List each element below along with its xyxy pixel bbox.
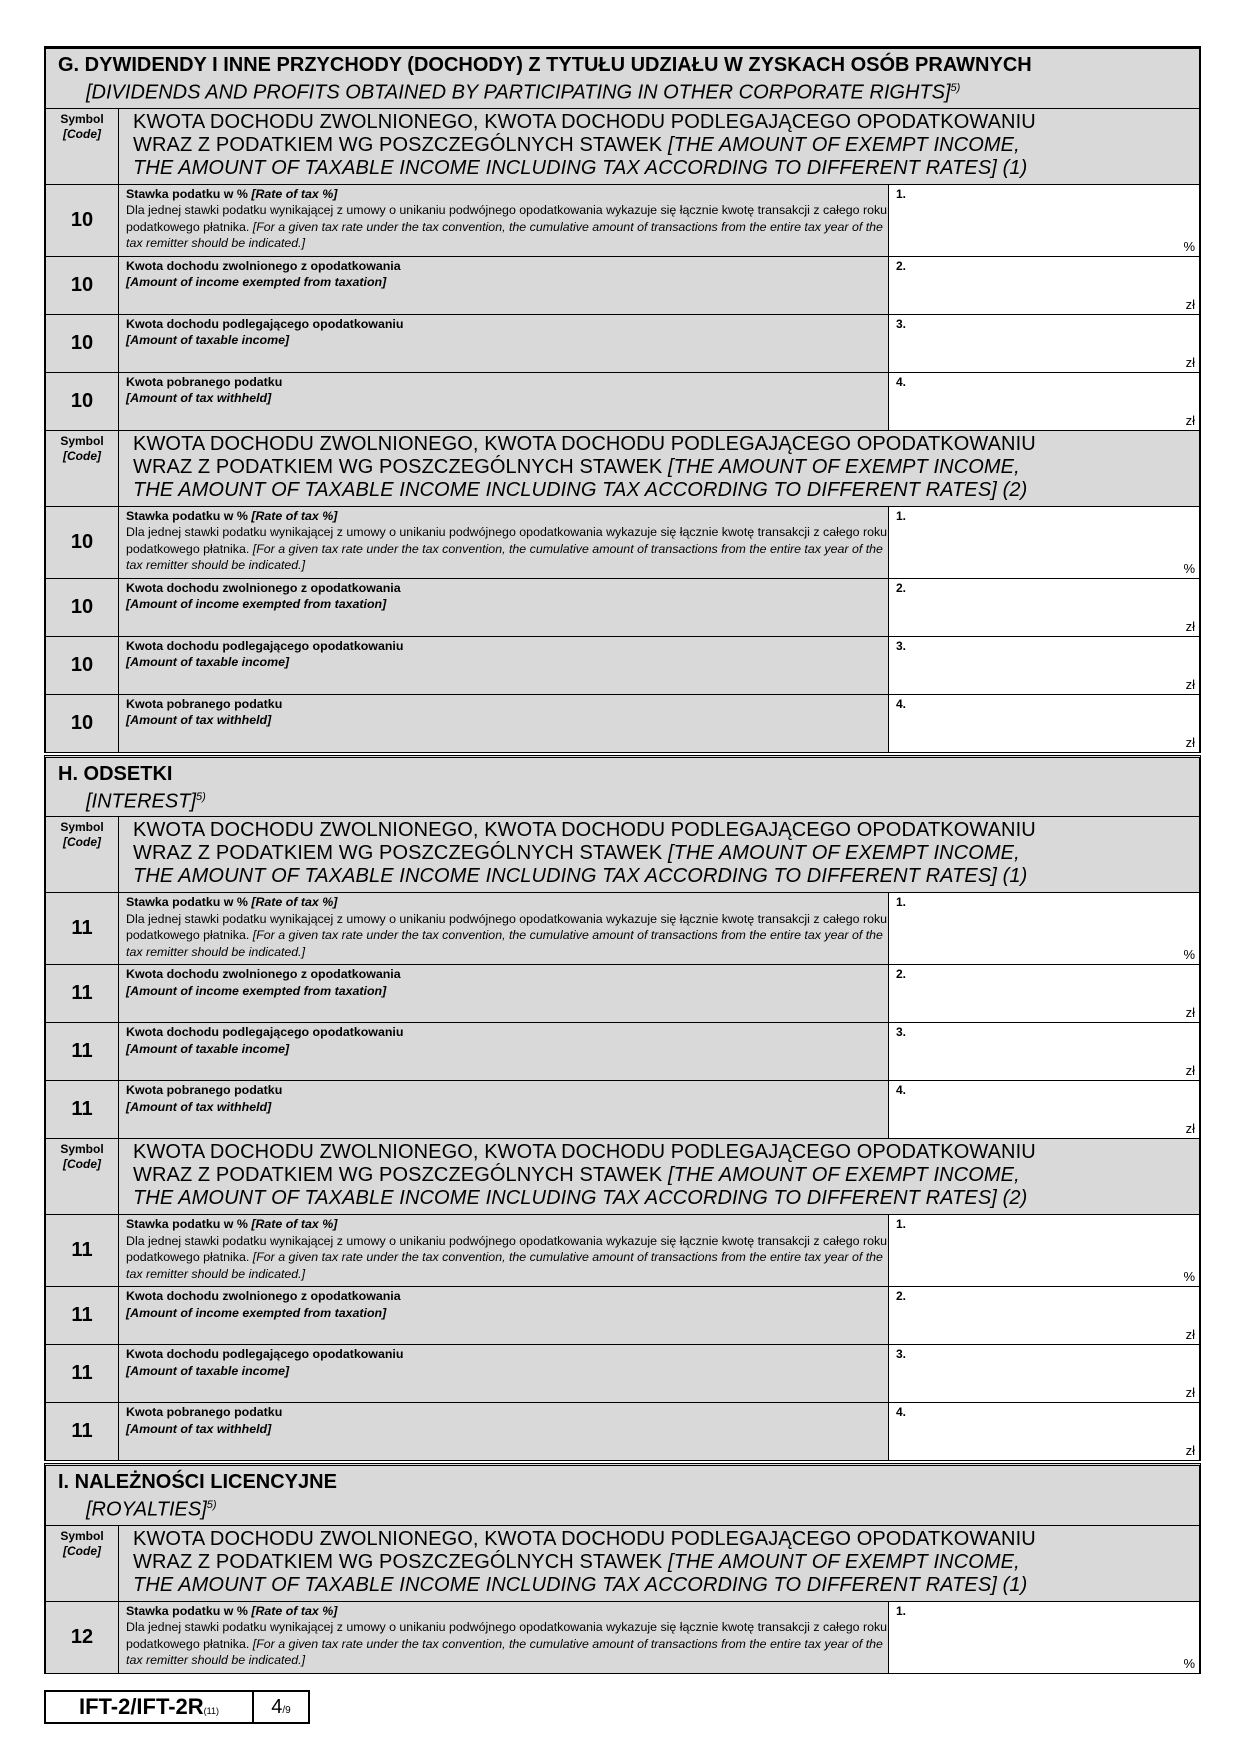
amount-heading: KWOTA DOCHODU ZWOLNIONEGO, KWOTA DOCHODU PODLEGAJĄCEGO OPODATKOWANIU WRAZ Z PODATKIEM WG POSZCZEGÓLNYCH STAWEK [THE AMOUNT OF EXEMPT INCOME, THE AMOUNT OF TAXABLE INCOME INCLUDING TAX ACCORDING TO DIFFERENT RATES] (1) (133, 110, 1036, 179)
taxable-row (44, 315, 1201, 373)
row-description: Kwota dochodu zwolnionego z opodatkowania [Amount of income exempted from taxation] (119, 257, 889, 314)
row-description: Kwota dochodu podlegającego opodatkowaniu [Amount of taxable income] (119, 637, 889, 694)
row-code: 10 (46, 185, 119, 256)
row-description: Kwota dochodu zwolnionego z opodatkowania [Amount of income exempted from taxation] (119, 1287, 889, 1344)
row-description: Stawka podatku w % [Rate of tax %] Dla jednej stawki podatku wynikającej z umowy o unikaniu podwójnego opodatkowania wykazuje się łącznie kwotę transakcji z całego roku podatkowego płatnika. [For a given tax rate under the tax convention, the cumulative amount of transactions from the entire tax year of the tax remitter should be indicated.] (119, 1215, 889, 1286)
row-description: Kwota pobranego podatku [Amount of tax withheld] (119, 695, 889, 752)
amount-heading: KWOTA DOCHODU ZWOLNIONEGO, KWOTA DOCHODU PODLEGAJĄCEGO OPODATKOWANIU WRAZ Z PODATKIEM WG POSZCZEGÓLNYCH STAWEK [THE AMOUNT OF EXEMPT INCOME, THE AMOUNT OF TAXABLE INCOME INCLUDING TAX ACCORDING TO DIFFERENT RATES] (2) (133, 1141, 1036, 1210)
row-description: Kwota pobranego podatku [Amount of tax withheld] (119, 1081, 889, 1138)
section-h-subtitle: [INTEREST]$^{5)}$ (86, 790, 206, 813)
row-code: 10 (46, 373, 119, 430)
row-code: 10 (46, 579, 119, 636)
row-description: Kwota pobranego podatku [Amount of tax withheld] (119, 1403, 889, 1460)
amount-heading-row (44, 109, 1201, 185)
tax-withheld-field[interactable]: 4. zł (889, 1081, 1199, 1138)
exempt-row (44, 965, 1201, 1023)
row-code: 11 (46, 1287, 119, 1344)
row-description: Stawka podatku w % [Rate of tax %] Dla jednej stawki podatku wynikającej z umowy o unikaniu podwójnego opodatkowania wykazuje się łącznie kwotę transakcji z całego roku podatkowego płatnika. [For a given tax rate under the tax convention, the cumulative amount of transactions from the entire tax year of the tax remitter should be indicated.] (119, 893, 889, 964)
section-g-title: G. DYWIDENDY I INNE PRZYCHODY (DOCHODY) Z TYTUŁU UDZIAŁU W ZYSKACH OSÓB PRAWNYCH (58, 54, 1032, 76)
symbol-header: Symbol [Code] (46, 817, 119, 892)
row-code: 11 (46, 1081, 119, 1138)
section-h-title: H. ODSETKI (58, 762, 173, 785)
amount-heading: KWOTA DOCHODU ZWOLNIONEGO, KWOTA DOCHODU PODLEGAJĄCEGO OPODATKOWANIU WRAZ Z PODATKIEM WG POSZCZEGÓLNYCH STAWEK [THE AMOUNT OF EXEMPT INCOME, THE AMOUNT OF TAXABLE INCOME INCLUDING TAX ACCORDING TO DIFFERENT RATES] (1) (133, 1527, 1036, 1596)
exempt-row (44, 257, 1201, 315)
row-code: 11 (46, 965, 119, 1022)
rate-field[interactable]: 1. % (889, 185, 1199, 256)
row-code: 11 (46, 1403, 119, 1460)
row-description: Kwota dochodu zwolnionego z opodatkowania [Amount of income exempted from taxation] (119, 579, 889, 636)
section-g-header (44, 49, 1201, 109)
rate-row (44, 185, 1201, 257)
row-code: 11 (46, 893, 119, 964)
symbol-header: Symbol [Code] (46, 1139, 119, 1214)
exempt-amount-field[interactable]: 2. zł (889, 257, 1199, 314)
row-description: Stawka podatku w % [Rate of tax %] Dla jednej stawki podatku wynikającej z umowy o unikaniu podwójnego opodatkowania wykazuje się łącznie kwotę transakcji z całego roku podatkowego płatnika. [For a given tax rate under the tax convention, the cumulative amount of transactions from the entire tax year of the tax remitter should be indicated.] (119, 1602, 889, 1673)
row-description: Kwota pobranego podatku [Amount of tax withheld] (119, 373, 889, 430)
rate-row (44, 507, 1201, 579)
symbol-header: Symbol [Code] (46, 109, 119, 184)
row-code: 10 (46, 507, 119, 578)
amount-heading: KWOTA DOCHODU ZWOLNIONEGO, KWOTA DOCHODU PODLEGAJĄCEGO OPODATKOWANIU WRAZ Z PODATKIEM WG POSZCZEGÓLNYCH STAWEK [THE AMOUNT OF EXEMPT INCOME, THE AMOUNT OF TAXABLE INCOME INCLUDING TAX ACCORDING TO DIFFERENT RATES] (1) (133, 819, 1036, 888)
rate-row (44, 1215, 1201, 1287)
withheld-row (44, 695, 1201, 753)
exempt-row (44, 579, 1201, 637)
symbol-header: Symbol [Code] (46, 1526, 119, 1601)
row-code: 10 (46, 637, 119, 694)
taxable-amount-field[interactable]: 3. zł (889, 637, 1199, 694)
tax-withheld-field[interactable]: 4. zł (889, 695, 1199, 752)
form-footer (44, 1690, 310, 1724)
taxable-amount-field[interactable]: 3. zł (889, 1345, 1199, 1402)
exempt-amount-field[interactable]: 2. zł (889, 1287, 1199, 1344)
rate-field[interactable]: 1. % (889, 1215, 1199, 1286)
row-description: Stawka podatku w % [Rate of tax %] Dla jednej stawki podatku wynikającej z umowy o unikaniu podwójnego opodatkowania wykazuje się łącznie kwotę transakcji z całego roku podatkowego płatnika. [For a given tax rate under the tax convention, the cumulative amount of transactions from the entire tax year of the tax remitter should be indicated.] (119, 185, 889, 256)
withheld-row (44, 373, 1201, 431)
row-code: 10 (46, 257, 119, 314)
taxable-row (44, 1023, 1201, 1081)
taxable-amount-field[interactable]: 3. zł (889, 315, 1199, 372)
rate-field[interactable]: 1. % (889, 893, 1199, 964)
section-i-header (44, 1463, 1201, 1526)
tax-form (44, 46, 1201, 1674)
tax-withheld-field[interactable]: 4. zł (889, 1403, 1199, 1460)
rate-field[interactable]: 1. % (889, 1602, 1199, 1673)
rate-row (44, 893, 1201, 965)
section-i-subtitle: [ROYALTIES]$^{5)}$ (86, 1498, 217, 1521)
row-code: 11 (46, 1023, 119, 1080)
taxable-row (44, 1345, 1201, 1403)
row-description: Kwota dochodu podlegającego opodatkowaniu [Amount of taxable income] (119, 1345, 889, 1402)
amount-heading: KWOTA DOCHODU ZWOLNIONEGO, KWOTA DOCHODU PODLEGAJĄCEGO OPODATKOWANIU WRAZ Z PODATKIEM WG POSZCZEGÓLNYCH STAWEK [THE AMOUNT OF EXEMPT INCOME, THE AMOUNT OF TAXABLE INCOME INCLUDING TAX ACCORDING TO DIFFERENT RATES] (2) (133, 432, 1036, 501)
withheld-row (44, 1403, 1201, 1461)
section-g-subtitle: [DIVIDENDS AND PROFITS OBTAINED BY PARTICIPATING IN OTHER CORPORATE RIGHTS]$^{5)}$ (86, 81, 961, 104)
row-code: 12 (46, 1602, 119, 1673)
tax-withheld-field[interactable]: 4. zł (889, 373, 1199, 430)
exempt-amount-field[interactable]: 2. zł (889, 965, 1199, 1022)
row-code: 10 (46, 315, 119, 372)
taxable-row (44, 637, 1201, 695)
row-code: 11 (46, 1345, 119, 1402)
amount-heading-row (44, 431, 1201, 507)
row-description: Kwota dochodu podlegającego opodatkowaniu [Amount of taxable income] (119, 1023, 889, 1080)
row-description: Kwota dochodu zwolnionego z opodatkowania [Amount of income exempted from taxation] (119, 965, 889, 1022)
taxable-amount-field[interactable]: 3. zł (889, 1023, 1199, 1080)
row-code: 10 (46, 695, 119, 752)
amount-heading-row (44, 1526, 1201, 1602)
exempt-row (44, 1287, 1201, 1345)
rate-field[interactable]: 1. % (889, 507, 1199, 578)
exempt-amount-field[interactable]: 2. zł (889, 579, 1199, 636)
page-number: 4/9 (271, 1696, 291, 1718)
withheld-row (44, 1081, 1201, 1139)
symbol-header: Symbol [Code] (46, 431, 119, 506)
amount-heading-row (44, 817, 1201, 893)
form-code: IFT-2/IFT-2R(11) (46, 1692, 254, 1722)
rate-row (44, 1602, 1201, 1674)
amount-heading-row (44, 1139, 1201, 1215)
row-description: Kwota dochodu podlegającego opodatkowaniu [Amount of taxable income] (119, 315, 889, 372)
row-code: 11 (46, 1215, 119, 1286)
section-i-title: I. NALEŻNOŚCI LICENCYJNE (58, 1471, 337, 1494)
section-h-header (44, 755, 1201, 818)
row-description: Stawka podatku w % [Rate of tax %] Dla jednej stawki podatku wynikającej z umowy o unikaniu podwójnego opodatkowania wykazuje się łącznie kwotę transakcji z całego roku podatkowego płatnika. [For a given tax rate under the tax convention, the cumulative amount of transactions from the entire tax year of the tax remitter should be indicated.] (119, 507, 889, 578)
